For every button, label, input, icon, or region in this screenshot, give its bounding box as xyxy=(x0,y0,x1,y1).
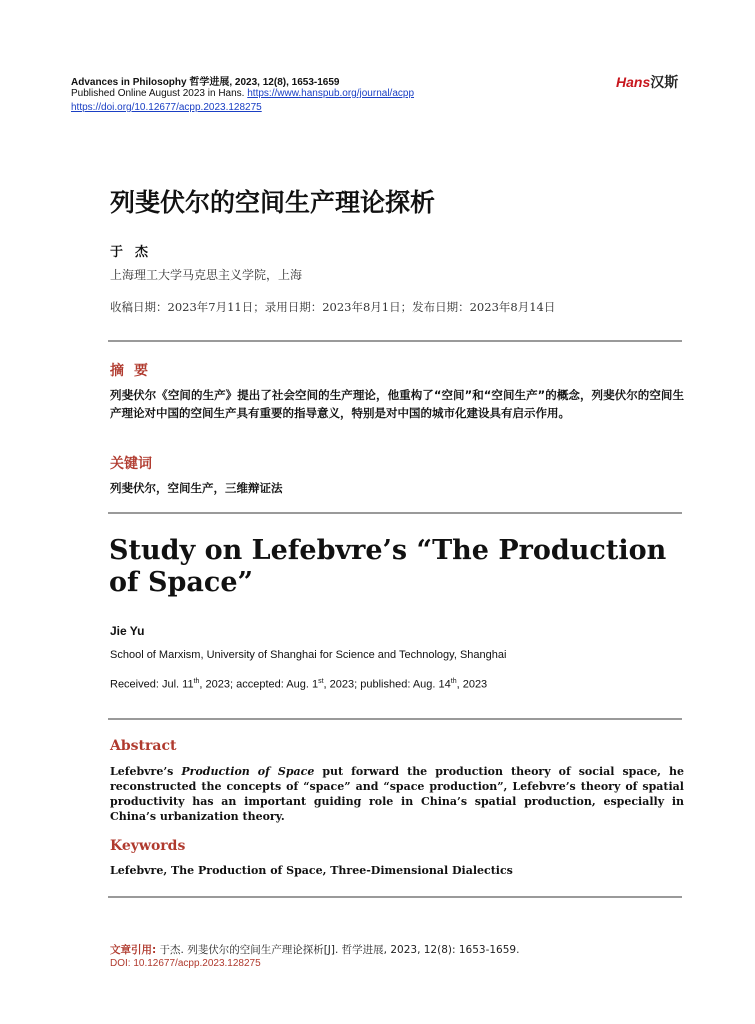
cn-author: 于杰 xyxy=(110,244,161,259)
doi-url-line xyxy=(71,102,262,113)
citation-doi: DOI: 10.12677/acpp.2023.128275 xyxy=(110,958,261,969)
cn-keywords-heading: 关键词 xyxy=(110,455,152,471)
logo-cn: 汉斯 xyxy=(650,74,679,90)
journal-name-cn: 哲学进展 xyxy=(189,77,230,88)
received-sup: th xyxy=(193,678,200,685)
abstract-italic: Production of Space xyxy=(181,765,315,778)
cn-abstract: 列斐伏尔《空间的生产》提出了社会空间的生产理论，他重构了“空间”和“空间生产”的概念，列斐伏尔的空间生产理论对中国的空间生产具有重要的指导意义，特别是对中国的城市化建设具有启示作用。 xyxy=(110,388,684,420)
en-abstract-heading: Abstract xyxy=(110,738,177,754)
cn-affiliation: 上海理工大学马克思主义学院，上海 xyxy=(110,268,303,282)
en-title: Study on Lefebvre’s “The Production of Space” xyxy=(109,535,667,598)
cn-abstract-heading: 摘要 xyxy=(110,362,158,378)
citation xyxy=(110,942,519,957)
journal-header xyxy=(71,73,339,88)
en-abstract xyxy=(110,764,684,824)
cn-keywords: 列斐伏尔，空间生产，三维辩证法 xyxy=(110,481,283,495)
published-line xyxy=(71,88,414,99)
doi-url-link[interactable]: https://doi.org/10.12677/acpp.2023.128275 xyxy=(71,102,262,113)
received-date: Received: Jul. 11 xyxy=(110,678,194,691)
hans-logo xyxy=(616,72,678,92)
dates-suffix: , 2023 xyxy=(456,678,488,691)
divider xyxy=(108,340,682,342)
journal-name: Advances in Philosophy xyxy=(71,77,187,88)
published-sup: th xyxy=(450,678,457,685)
abstract-rest: put forward the production theory of social space, he reconstructed the concepts of “space” and “space production”, Lefebvre’s theory of spatial productivity has an important guiding role in China’s spatial production, especially in China’s urbanization theory. xyxy=(110,765,685,823)
volume-info: , 2023, 12(8), 1653-1659 xyxy=(229,77,340,88)
cn-title: 列斐伏尔的空间生产理论探析 xyxy=(110,188,436,217)
journal-url-link[interactable]: https://www.hanspub.org/journal/acpp xyxy=(247,88,415,99)
en-keywords: Lefebvre, The Production of Space, Three-Dimensional Dialectics xyxy=(110,864,513,877)
accepted-sup: st xyxy=(318,678,324,685)
en-affiliation: School of Marxism, University of Shanghai for Science and Technology, Shanghai xyxy=(110,649,507,661)
published-text: Published Online August 2023 in Hans. xyxy=(71,88,245,99)
en-keywords-heading: Keywords xyxy=(110,838,186,854)
divider xyxy=(108,718,682,720)
divider xyxy=(108,512,682,514)
citation-label: 文章引用: xyxy=(110,944,157,956)
citation-text: 于杰. 列斐伏尔的空间生产理论探析[J]. 哲学进展, 2023, 12(8): 1653-1659. xyxy=(156,944,520,956)
en-dates xyxy=(110,678,487,691)
abstract-lead: Lefebvre’s xyxy=(110,765,182,778)
en-author: Jie Yu xyxy=(110,624,145,638)
published-date: , 2023; published: Aug. 14 xyxy=(323,678,451,691)
accepted-date: , 2023; accepted: Aug. 1 xyxy=(199,678,319,691)
cn-dates: 收稿日期：2023年7月11日；录用日期：2023年8月1日；发布日期：2023年8月14日 xyxy=(110,300,556,314)
logo-brand: Hans xyxy=(616,74,651,90)
divider xyxy=(108,896,682,898)
